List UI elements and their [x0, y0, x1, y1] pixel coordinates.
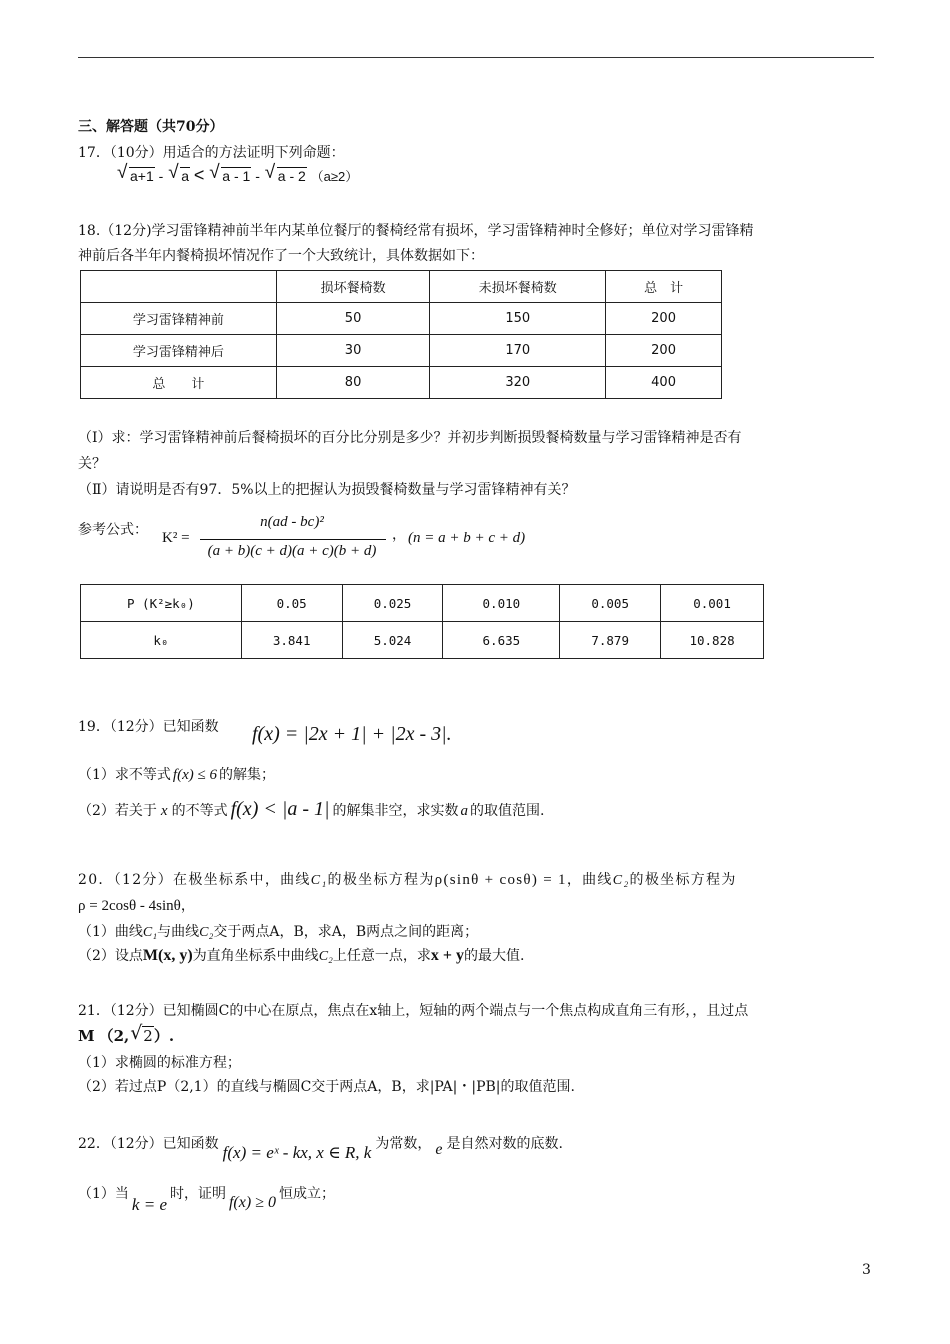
- q20-part1: （1）曲线C₁与曲线C₂交于两点A，B，求A，B两点之间的距离；: [78, 924, 479, 940]
- table-cell: 7.879: [560, 622, 661, 659]
- chair-damage-table: [80, 270, 722, 399]
- table-cell: 6.635: [443, 622, 560, 659]
- table-row: [81, 303, 722, 335]
- table-cell: 5.024: [342, 622, 443, 659]
- sqrt-a-plus-1: √ a+1: [118, 167, 155, 185]
- table-header-row: [81, 271, 722, 303]
- header-rule: [78, 57, 874, 58]
- q19-function: f(x) = |2x + 1| + |2x - 3|.: [252, 723, 452, 745]
- table-header-cell: [81, 271, 277, 303]
- page-number: 3: [862, 1262, 871, 1278]
- formula-lhs: K² =: [162, 530, 190, 546]
- table-row: [81, 585, 764, 622]
- table-cell: 0.010: [443, 585, 560, 622]
- chi-square-table: [80, 584, 764, 659]
- formula-comma: ，: [392, 527, 406, 543]
- sqrt-a: √ a: [169, 167, 190, 185]
- table-cell: 0.025: [342, 585, 443, 622]
- table-cell: k₀: [81, 622, 242, 659]
- q21-part1: （1）求椭圆的标准方程；: [78, 1055, 241, 1071]
- table-cell: 170: [430, 335, 606, 367]
- table-cell: 50: [276, 303, 430, 335]
- table-cell: 400: [606, 367, 722, 399]
- q19-part1: （1）求不等式 f(x) ≤ 6 的解集；: [78, 767, 275, 783]
- table-header-cell: 总 计: [606, 271, 722, 303]
- q20-line1: 20．（12分）在极坐标系中，曲线C₁的极坐标方程为ρ(sinθ + cosθ) = 1，曲线C₂的极坐标方程为: [78, 872, 737, 888]
- table-header-cell: 损坏餐椅数: [276, 271, 430, 303]
- table-cell: 80: [276, 367, 430, 399]
- sqrt-a-minus-2: √ a - 2: [266, 167, 307, 185]
- table-cell: 3.841: [241, 622, 342, 659]
- q22-intro: 22．（12分）已知函数 f(x) = eˣ - kx, x ∈ R, k 为常数， e 是自然对数的底数.: [78, 1136, 563, 1162]
- table-cell: 30: [276, 335, 430, 367]
- q20-line2: ρ = 2cosθ - 4sinθ，: [78, 898, 195, 914]
- table-cell: 总 计: [81, 367, 277, 399]
- q18-statement-1: 18.（12分)学习雷锋精神前半年内某单位餐厅的餐椅经常有损坏，学习雷锋精神时全修好；单位对学习雷锋精: [78, 223, 754, 239]
- table-cell: 320: [430, 367, 606, 399]
- table-cell: 0.005: [560, 585, 661, 622]
- table-cell: 0.001: [661, 585, 764, 622]
- table-cell: P (K²≥k₀): [81, 585, 242, 622]
- formula-numerator: n(ad - bc)²: [260, 514, 324, 530]
- table-row: [81, 367, 722, 399]
- table-row: [81, 335, 722, 367]
- q18-part2: （Ⅱ）请说明是否有97．5%以上的把握认为损毁餐椅数量与学习雷锋精神有关？: [78, 482, 576, 498]
- fraction-bar: [200, 539, 386, 540]
- table-row: [81, 622, 764, 659]
- q20-part2: （2）设点M(x, y)为直角坐标系中曲线C₂上任意一点，求x + y的最大值.: [78, 947, 525, 964]
- table-cell: 学习雷锋精神前: [81, 303, 277, 335]
- table-cell: 10.828: [661, 622, 764, 659]
- q21-point-m: M （2,√ 2）.: [78, 1027, 174, 1045]
- q17-inequality: √ a+1 - √ a < √ a - 1 - √ a - 2 （a≥2）: [116, 166, 358, 186]
- table-cell: 0.05: [241, 585, 342, 622]
- q18-statement-2: 神前后各半年内餐椅损坏情况作了一个大致统计，具体数据如下：: [78, 248, 484, 264]
- table-cell: 学习雷锋精神后: [81, 335, 277, 367]
- q18-part1-line2: 关？: [78, 456, 106, 472]
- q21-statement: 21．（12分）已知椭圆C的中心在原点，焦点在x轴上，短轴的两个端点与一个焦点构成直角三有形，，且过点: [78, 1003, 749, 1019]
- section-title: 三、解答题（共70分）: [78, 119, 224, 135]
- sqrt-a-minus-1: √ a - 1: [210, 167, 251, 185]
- q17-statement: 17．（10分）用适合的方法证明下列命题：: [78, 145, 345, 161]
- q19-part2: （2）若关于 x 的不等式 f(x) < |a - 1| 的解集非空，求实数 a 的取值范围.: [78, 798, 545, 820]
- q22-part1: （1）当k = e时，证明 f(x) ≥ 0 恒成立；: [78, 1186, 335, 1214]
- formula-denominator: (a + b)(c + d)(a + c)(b + d): [207, 543, 377, 559]
- formula-n: (n = a + b + c + d): [408, 530, 526, 546]
- q19-intro: 19．（12分）已知函数: [78, 719, 219, 735]
- formula-label: 参考公式：: [78, 522, 148, 538]
- table-cell: 200: [606, 303, 722, 335]
- table-cell: 200: [606, 335, 722, 367]
- q21-part2: （2）若过点P（2,1）的直线与椭圆C交于两点A，B，求|PA|・|PB|的取值范围.: [78, 1079, 575, 1095]
- table-header-cell: 未损坏餐椅数: [430, 271, 606, 303]
- q18-part1-line1: （Ⅰ）求：学习雷锋精神前后餐椅损坏的百分比分别是多少？并初步判断损毁餐椅数量与学习雷锋精神是否有: [78, 430, 742, 446]
- table-cell: 150: [430, 303, 606, 335]
